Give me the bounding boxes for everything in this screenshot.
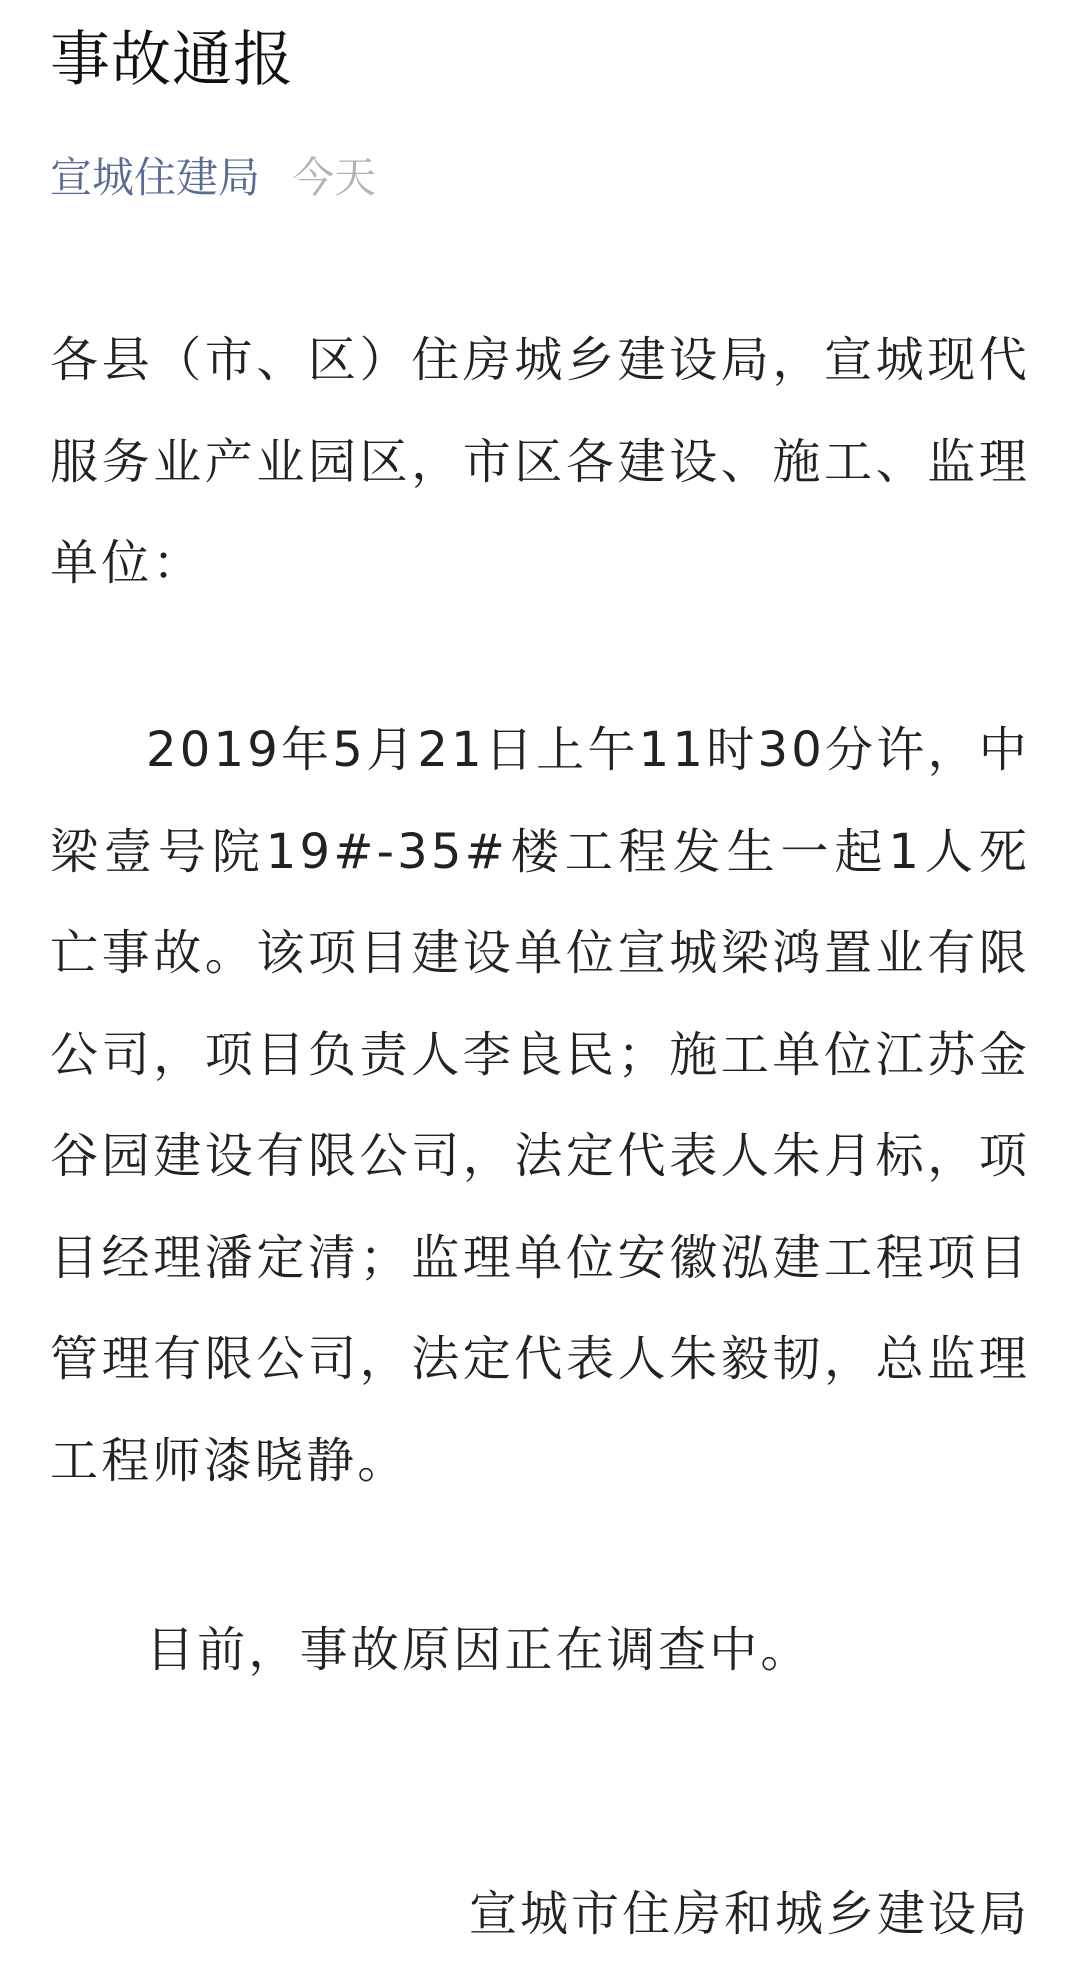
author-link[interactable]: 宣城住建局 (50, 153, 261, 202)
paragraph-investigation: 目前，事故原因正在调查中。 (146, 1622, 812, 1678)
paragraph-salutation: 各县（市、区）住房城乡建设局，宣城现代服务业产业园区，市区各建设、施工、监理单位： (50, 332, 1030, 591)
article-title: 事故通报 (50, 25, 294, 95)
paragraph-accident-details: 2019年5月21日上午11时30分许，中梁壹号院19#-35#楼工程发生一起1人死亡事故。该项目建设单位宣城梁鸿置业有限公司，项目负责人李良民；施工单位江苏金谷园建设有限公司，法定代表人朱月标，项目经理潘定清；监理单位安徽泓建工程项目管理有限公司，法定代表人朱毅韧，总监理工程师漆晓静。 (50, 722, 1030, 1489)
signature: 宣城市住房和城乡建设局 (468, 1886, 1030, 1942)
article-meta (50, 148, 376, 208)
publish-time: 今天 (292, 153, 377, 202)
